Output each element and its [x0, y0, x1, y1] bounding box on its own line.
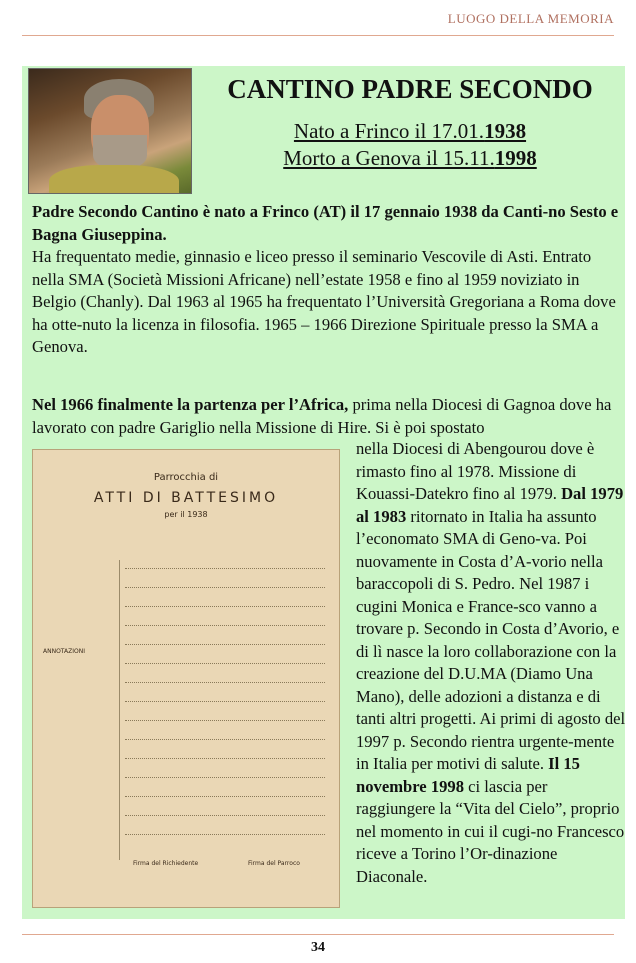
doc-sign-priest: Firma del Parroco — [248, 860, 300, 867]
bio-text: Ha frequentato medie, ginnasio e liceo presso il seminario Vescovile di Asti. Entrato nella SMA (Società Missioni Africane) nell’estate 1958 e fino al 1959 noviziato in Belgio (Chanly). Dal 1963 al 1965 ha frequentato l’Università Gregoriana a Roma dove ha otte-nuto la licenza in filosofia. 1965 – 1966 Direzione Spirituale presso la SMA a Genova. — [32, 247, 616, 356]
page-header — [0, 0, 636, 40]
page-title: CANTINO PADRE SECONDO — [227, 74, 593, 104]
biography-paragraph-1 — [32, 201, 624, 359]
birth-date: Nato a Frinco il 17.01.1938 — [293, 119, 527, 143]
portrait-photo — [28, 68, 192, 194]
death-date: Morto a Genova il 15.11.1998 — [283, 146, 537, 170]
doc-parish: Parrocchia di — [153, 472, 219, 483]
life-dates — [190, 118, 630, 172]
biography-wrapped-text: nella Diocesi di Abengourou dove è rimasto fino al 1978. Missione di Kouassi-Datekro fino al 1979. Dal 1979 al 1983 ritornato in Italia ha assunto l’economato SMA di Geno-va. Poi nuovamente in Costa d’A-vorio nella baraccopoli di S. Pedro. Nel 1987 i cugini Monica e France-sco vanno a trovare p. Secondo in Costa d’Avorio, e di lì nasce la loro collaborazione con la creazione del D.U.MA (Diamo Una Mano), delle adozioni a distanza e di tanti altri progetti. Ai primi di agosto del 1997 p. Secondo rientra urgente-mente in Italia per motivi di salute. Il 15 novembre 1998 ci lascia per raggiungere la “Vita del Cielo”, proprio nel momento in cui il cugi-no Francesco riceve a Torino l’Or-dinazione Diaconale. — [356, 439, 626, 886]
header-rule — [22, 35, 614, 36]
africa-text: prima nella Diocesi di Gagnoa dove ha lavorato con padre Gariglio nella Missione di Hire. Si è poi spostato — [32, 395, 612, 437]
page-number: 34 — [311, 940, 325, 955]
biography-paragraph-2 — [32, 394, 624, 439]
doc-handwritten-lines — [125, 550, 325, 835]
baptism-record-image — [32, 449, 340, 908]
bio-lead: Padre Secondo Cantino è nato a Frinco (AT) il 17 gennaio 1938 da Canti-no Sesto e Bagna Giuseppina. — [32, 202, 619, 244]
section-title: LUOGO DELLA MEMORIA — [447, 11, 614, 26]
footer-rule — [22, 934, 614, 935]
doc-margin-column — [39, 560, 120, 860]
doc-sign-requester: Firma del Richiedente — [133, 860, 199, 867]
doc-heading: ATTI DI BATTESIMO — [93, 490, 279, 506]
doc-year: per il 1938 — [164, 510, 208, 519]
doc-annotations-label: ANNOTAZIONI — [43, 648, 85, 655]
africa-lead: Nel 1966 finalmente la partenza per l’Africa, — [32, 395, 349, 414]
